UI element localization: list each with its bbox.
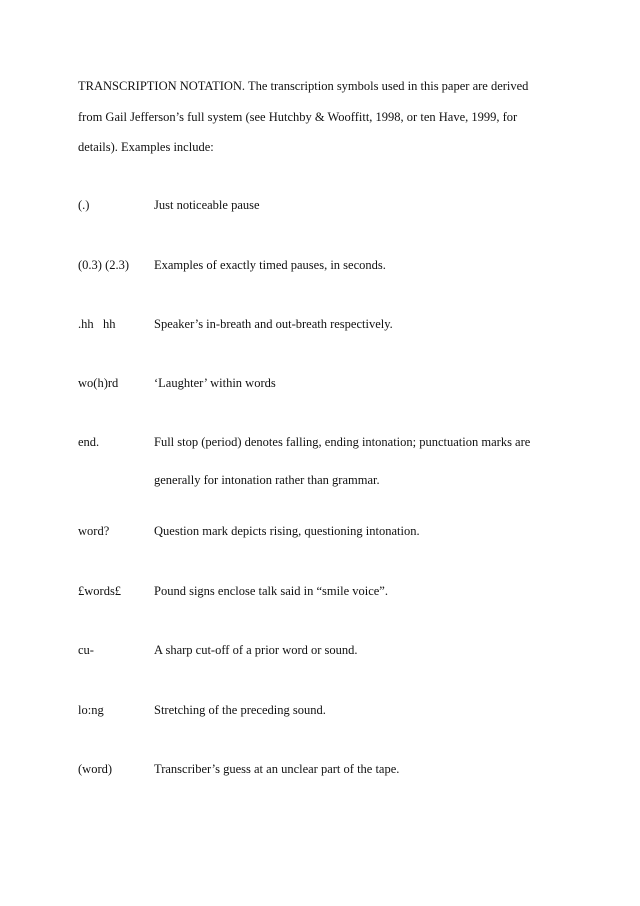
notation-meaning-line: Just noticeable pause [154,198,260,212]
notation-symbol: (0.3) (2.3) [78,258,130,272]
notation-meaning [154,316,574,332]
notation-symbol: (word) [78,762,113,776]
notation-symbol: end. [78,435,100,449]
notation-meaning [154,197,574,213]
notation-meaning [154,375,574,391]
notation-meaning [154,642,574,658]
notation-symbol: wo(h)rd [78,376,119,390]
notation-meaning-line: Transcriber’s guess at an unclear part of the tape. [154,762,400,776]
notation-meaning [154,583,574,599]
notation-symbol: (.) [78,198,90,212]
notation-symbol: lo:ng [78,703,104,717]
notation-meaning-line: Stretching of the preceding sound. [154,703,326,717]
intro-line: TRANSCRIPTION NOTATION. The transcription symbols used in this paper are derived [78,79,529,93]
notation-meaning-line: Examples of exactly timed pauses, in seconds. [154,258,386,272]
notation-meaning [154,761,574,777]
intro-line: from Gail Jefferson’s full system (see Hutchby & Wooffitt, 1998, or ten Have, 1999, for [78,110,518,124]
notation-meaning [154,702,574,718]
notation-meaning-line: ‘Laughter’ within words [154,376,276,390]
notation-meaning [154,523,574,539]
notation-meaning-line: Full stop (period) denotes falling, ending intonation; punctuation marks are [154,435,531,449]
notation-meaning-line: Pound signs enclose talk said in “smile voice”. [154,584,388,598]
notation-symbol: word? [78,524,110,538]
notation-symbol: cu- [78,643,94,657]
notation-meaning [154,434,574,488]
intro-line: details). Examples include: [78,140,214,154]
notation-meaning-line: Question mark depicts rising, questioning intonation. [154,524,420,538]
notation-symbol: £words£ [78,584,122,598]
notation-meaning-line: generally for intonation rather than grammar. [154,473,380,487]
notation-symbol: .hh hh [78,317,116,331]
notation-meaning [154,257,574,273]
notation-meaning-line: A sharp cut-off of a prior word or sound. [154,643,358,657]
notation-meaning-line: Speaker’s in-breath and out-breath respectively. [154,317,393,331]
